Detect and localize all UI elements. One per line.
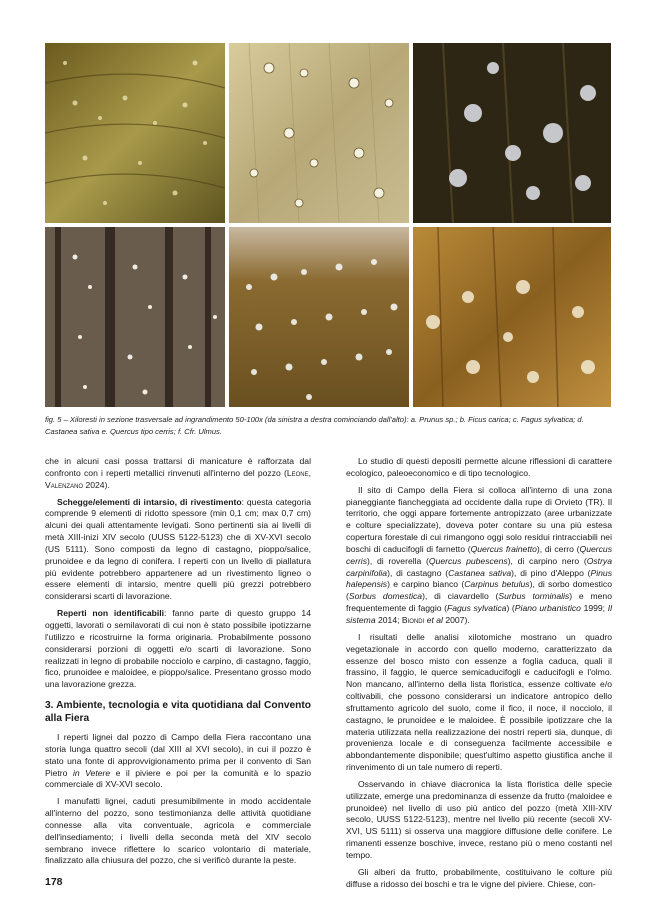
paragraph: Reperti non identificabili: fanno parte di questo gruppo 14 oggetti, lavorati o semilavorati di cui non è stato possibile ipotizzarne l'utilizzo e ricostruirne la forma originaria. Probabilmente possono considerarsi porzioni di oggetti e/o scarti di lavorazione. Sono realizzati in legno di probabile nocciolo e carpino, di castagno, faggio, fico, prunoidee e maloidee, e pioppo/salice. Presentano grosso modo una lavorazione grezza.: [45, 608, 311, 690]
paragraph: Gli alberi da frutto, probabilmente, costituivano le colture più diffuse a ridosso dei boschi e tra le vigne del piviere. Chiese, con-: [346, 866, 612, 889]
micrograph-d-castanea: [45, 227, 225, 407]
paragraph: Lo studio di questi depositi permette alcune riflessioni di carattere ecologico, paleoeconomico e di tipo tecnologico.: [346, 456, 612, 478]
caption-text: – Xiloresti in sezione trasversale ad ingrandimento 50-100x (da sinistra a destra cominciando dall'alto): a. Prunus sp.; b. Ficus carica; c. Fagus sylvatica; d. Castanea sativa e. Quercus tipo cerris; f. Cfr. Ulmus.: [45, 415, 584, 436]
paragraph: che in alcuni casi possa trattarsi di manicature è rafforzata dal confronto con i reperti metallici rinvenuti all'interno del pozzo (Leone, Valenzano 2024).: [45, 456, 311, 490]
paragraph: I reperti lignei dal pozzo di Campo della Fiera raccontano una storia lunga quattro secoli (dal XIII al XVI secolo), in cui il pozzo è stato una fonte di approvvigionamento prima per il convento di San Pietro in Vetere e il piviere e poi per la comunità e lo spazio commerciale di XV-XVI secolo.: [45, 732, 312, 790]
run-in-heading: Reperti non identificabili: [57, 608, 165, 619]
micrograph-a-prunus: [45, 43, 225, 223]
left-column: [45, 456, 311, 872]
micrograph-b-ficus: [229, 43, 409, 223]
micrograph-e-quercus: [229, 227, 409, 407]
citation: Leone, Valenzano: [45, 467, 311, 490]
section-heading: 3. Ambiente, tecnologia e vita quotidiana dal Convento alla Fiera: [45, 700, 311, 725]
page-number: 178: [45, 876, 63, 888]
figure-caption: [45, 414, 611, 437]
caption-label: fig. 5: [45, 415, 62, 424]
paragraph: Schegge/elementi di intarsio, di rivestimento: questa categoria comprende 9 elementi di ridotto spessore (min 0,1 cm; max 0,7 cm) alcuni dei quali attentamente levigati. Sono pertinenti sia ai livelli di metà XIII-inizi XIV secolo (UUSS 5122-5123) che di XV-XVI secolo (US 5111). Sono composti da legno di castagno, pioppo/salice, prunoidee e da legno di conifera. I reperti con un livello di piallatura più evidente potrebbero appartenere ad un rivestimento ligneo o essere elementi di intarsio, mentre quelli più grezzi potrebbero considerarsi scarti di lavorazione.: [45, 496, 311, 602]
micrograph-f-ulmus: [413, 227, 611, 407]
paragraph: I risultati delle analisi xilotomiche mostrano un quadro vegetazionale in accordo con quello moderno, caratterizzato da essenze del bosco misto con essenze a foglia caduca, quali il frassino, il faggio, le querce semicaducifogli e caducifogli e l'olmo. Non mancano, all'interno della lista floristica, essenze coltivate e/o coltivabili, che possono considerarsi un indicatore antropico dello sfruttamento agricolo del suolo, come il fico, il noce, il nocciolo, il castagno, le prunoidee e le maloidee. È possibile ipotizzare che la materia utilizzata nella realizzazione dei nostri reperti sia, dunque, di provenienza locale e di conseguenza facilmente accessibile e abbondantemente disponibile; quest'ultimo aspetto giustifica anche il rinvenimento di un tale numero di reperti.: [346, 631, 612, 773]
paragraph: I manufatti lignei, caduti presumibilmente in modo accidentale all'interno del pozzo, sono testimonianza delle attività quotidiane connesse alla vita conventuale, agricola e commerciale dell'insediamento; i livelli della seconda metà del XIV secolo sembrano invece riflettere lo scarico volontario di materiale, finalizzato alla chiusura del pozzo, che si verificò durante la peste.: [45, 796, 311, 866]
right-column: [346, 456, 612, 896]
figure-micrographs: [45, 43, 611, 407]
paragraph: Il sito di Campo della Fiera si colloca all'interno di una zona pianeggiante fiancheggiata ad occidente dalla rupe di Orvieto (TR). Il territorio, che oggi appare fortemente antropizzato (aree urbanizzate e colture specializzate), doveva poter contare su una più estesa copertura forestale di cui rimangono oggi solo residui rintracciabili nei boschi di caducifogli di farnetto (Quercus frainetto), di cerro (Quercus cerris), di roverella (Quercus pubescens), di carpino nero (Ostrya carpinifolia), di castagno (Castanea sativa), di pino d'Aleppo (Pinus halepensis) e carpino bianco (Carpinus betulus), di sorbo domestico (Sorbus domestica), di ciavardello (Surbus torminalis) e meno frequentemente di faggio (Fagus sylvatica) (Piano urbanistico 1999; Il sistema 2014; Biondi et al 2007).: [346, 484, 613, 625]
run-in-heading: Schegge/elementi di intarsio, di rivestimento: [57, 496, 242, 507]
paragraph: Osservando in chiave diacronica la lista floristica delle specie utilizzate, emerge una predominanza di essenze da frutto (maloidee e prunoidee) nel livello di uso più antico del pozzo (metà XIII-XIV secolo, UUSS 5122-5123), mentre nel livello più recente (secoli XV-XVI, US 5111) si osserva una maggiore diffusione delle conifere. Le rimanenti essenze boschive, invece, restano più o meno costanti nel tempo.: [346, 778, 612, 860]
micrograph-c-fagus: [413, 43, 611, 223]
